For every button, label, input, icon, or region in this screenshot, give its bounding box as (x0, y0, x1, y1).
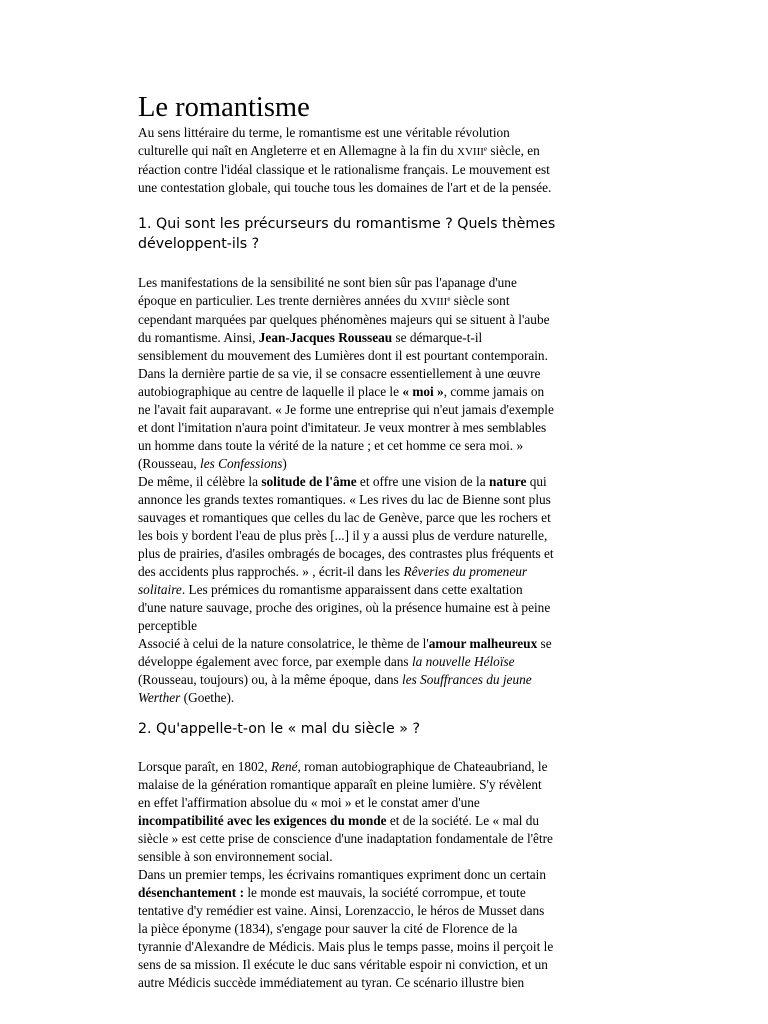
intro-paragraph (138, 124, 626, 197)
text-line: et dont l'imitation n'aura point d'imitateur. Je veux montrer à mes semblables (138, 420, 547, 435)
text-line: réaction contre l'idéal classique et le rationalisme français. Le mouvement est (138, 162, 550, 177)
italic-title: les Confessions (200, 456, 283, 471)
text-line: solitaire. Les prémices du romantisme apparaissent dans cette exaltation (138, 582, 523, 597)
text-line: sens de sa mission. Il exécute le duc sans véritable espoir ni conviction, et un (138, 957, 548, 972)
text-line: malaise de la génération romantique apparaît en pleine lumière. S'y révèlent (138, 777, 542, 792)
text-line: siècle » est cette prise de conscience d'une inadaptation fondamentale de l'être (138, 831, 553, 846)
bold-term: nature (488, 474, 527, 489)
text-line: en effet l'affirmation absolue du « moi » et le constat amer d'une (138, 795, 480, 810)
text-line: ne l'avait fait auparavant. « Je forme une entreprise qui n'eut jamais d'exemple (138, 402, 554, 417)
text-line: Werther (Goethe). (138, 690, 235, 705)
text-line: une contestation globale, qui touche tous les domaines de l'art et de la pensée. (138, 180, 552, 195)
bold-term: amour malheureux (428, 636, 538, 651)
text-line: développe également avec force, par exemple dans la nouvelle Héloïse (138, 654, 515, 669)
section-heading-1: 1. Qui sont les précurseurs du romantisme ? Quels thèmes développent-ils ? (138, 216, 556, 252)
text-line: tentative d'y remédier est vaine. Ainsi, Lorenzaccio, le héros de Musset dans (138, 903, 545, 918)
text-line: Dans la dernière partie de sa vie, il se consacre essentiellement à une œuvre (138, 366, 541, 381)
bold-term: solitude de l'âme (261, 474, 357, 489)
text-line: (Rousseau, toujours) ou, à la même époque, dans les Souffrances du jeune (138, 672, 532, 687)
text-line: Les manifestations de la sensibilité ne sont bien sûr pas l'apanage d'une (138, 275, 517, 290)
text-line: époque en particulier. Les trente dernières années du XVIIIe siècle sont (138, 293, 510, 308)
section-1-body (138, 274, 626, 707)
text-line: culturelle qui naît en Angleterre et en Allemagne à la fin du XVIIIe siècle, en (138, 143, 540, 158)
italic-title: solitaire (138, 582, 182, 597)
text-line: d'une nature sauvage, proche des origines, où la présence humaine est à peine (138, 600, 551, 615)
text-line: Au sens littéraire du terme, le romantisme est une véritable révolution (138, 125, 510, 140)
text-line: des accidents plus rapprochés. » , écrit-il dans les Rêveries du promeneur (138, 564, 528, 579)
page-title: Le romantisme (138, 92, 310, 123)
text-line: un homme dans toute la vérité de la nature ; et cet homme ce sera moi. » (138, 438, 524, 453)
section-heading-2: 2. Qu'appelle-t-on le « mal du siècle » ? (138, 721, 421, 737)
text-line: autobiographique au centre de laquelle il place le « moi », comme jamais on (138, 384, 545, 399)
text-line: Associé à celui de la nature consolatrice, le thème de l'amour malheureux se (138, 636, 552, 651)
ordinal-superscript: e (483, 145, 488, 153)
bold-term: incompatibilité avec les exigences du monde (138, 813, 387, 828)
bold-term: « moi » (402, 384, 444, 399)
italic-title: les Souffrances du jeune (402, 672, 532, 687)
century-numeral: XVIII (457, 146, 484, 158)
text-line: plus de prairies, d'asiles ombragés de bocages, des contrastes plus fréquents et (138, 546, 554, 561)
text-line: désenchantement : le monde est mauvais, la société corrompue, et toute (138, 885, 526, 900)
italic-title: la nouvelle Héloïse (411, 654, 515, 669)
italic-title: René (270, 759, 298, 774)
italic-title: Werther (138, 690, 181, 705)
bold-term: désenchantement : (138, 885, 244, 900)
section-2-body (138, 758, 626, 992)
italic-title: Rêveries du promeneur (403, 564, 528, 579)
text-line: tyrannie d'Alexandre de Médicis. Mais plus le temps passe, moins il perçoit le (138, 939, 554, 954)
text-line: perceptible (138, 618, 198, 633)
bold-term: Jean-Jacques Rousseau (258, 330, 393, 345)
century-numeral: XVIII (420, 296, 448, 308)
text-line: incompatibilité avec les exigences du monde et de la société. Le « mal du (138, 813, 540, 828)
text-line: Lorsque paraît, en 1802, René, roman autobiographique de Chateaubriand, le (138, 759, 548, 774)
text-line: annonce les grands textes romantiques. « Les rives du lac de Bienne sont plus (138, 492, 551, 507)
text-line: sauvages et romantiques que celles du lac de Genève, parce que les rochers et (138, 510, 551, 525)
text-line: De même, il célèbre la solitude de l'âme et offre une vision de la nature qui (138, 474, 547, 489)
text-line: sensiblement du mouvement des Lumières dont il est pourtant contemporain. (138, 348, 548, 363)
text-line: la pièce éponyme (1834), s'engage pour sauver la cité de Florence de la (138, 921, 518, 936)
ordinal-superscript: e (447, 295, 451, 303)
text-line: Dans un premier temps, les écrivains romantiques expriment donc un certain (138, 867, 547, 882)
text-line: du romantisme. Ainsi, Jean-Jacques Rousseau se démarque-t-il (138, 330, 483, 345)
text-line: autre Médicis succède immédiatement au tyran. Ce scénario illustre bien (138, 975, 525, 990)
text-line: cependant marquées par quelques phénomènes majeurs qui se situent à l'aube (138, 312, 550, 327)
text-line: (Rousseau, les Confessions) (138, 456, 287, 471)
document-body (138, 92, 626, 992)
text-line: sensible à son environnement social. (138, 849, 333, 864)
text-line: les bois y bordent l'eau de plus près [...] il y a aussi plus de verdure naturelle, (138, 528, 548, 543)
